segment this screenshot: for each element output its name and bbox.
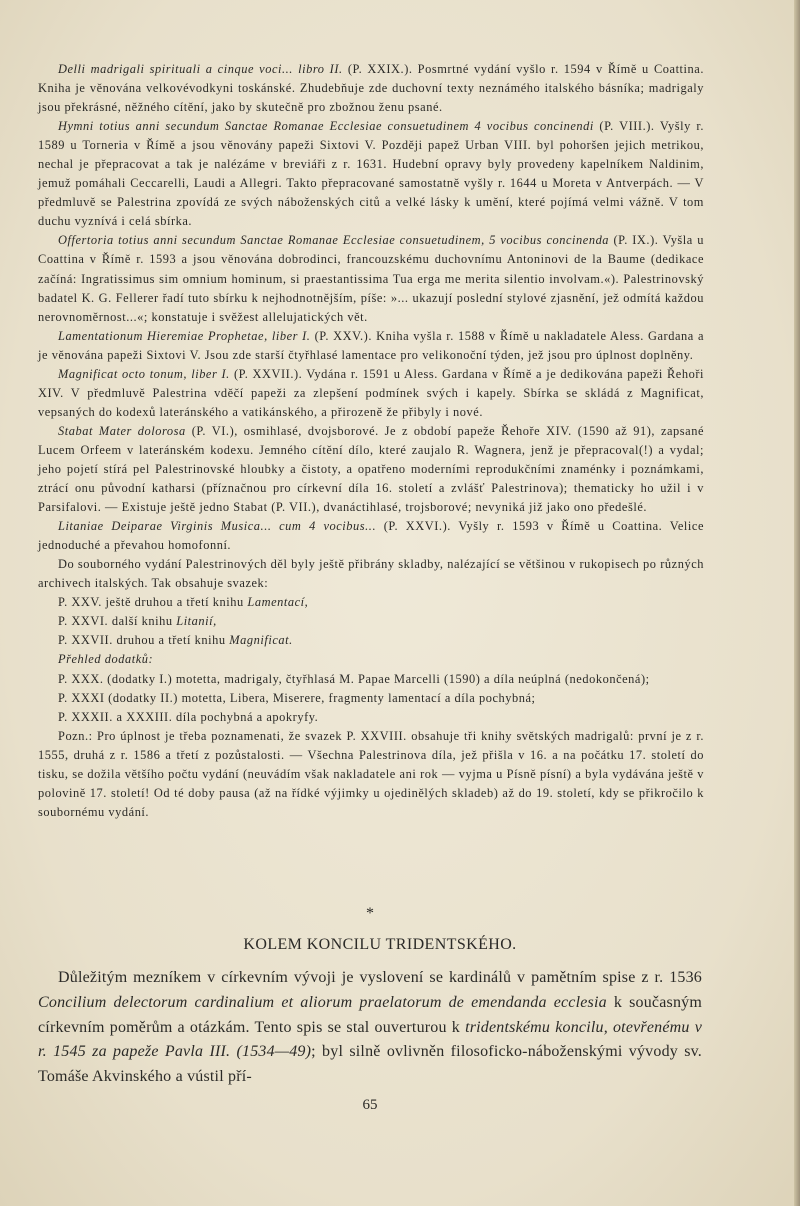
entry-offertoria (38, 231, 704, 326)
volume-italic: Litanií, (176, 614, 217, 629)
entry-stabat-mater (38, 422, 704, 517)
section-text-run-italic: tridentskému koncilu, otevřenému v r. 1545 za papeže Pavla III. (1534—49) (38, 1018, 703, 1061)
supplement-item: P. XXXII. a XXXIII. díla pochybná a apokryfy. (58, 709, 319, 724)
section-text-run: Důležitým mezníkem v církevním vývoji je vyslovení se kardinálů v pamětním spise z r. 1536 (58, 969, 702, 986)
page-edge-shadow (794, 0, 800, 1206)
entry-title: Hymni totius anni secundum Sanctae Romanae Ecclesiae consuetudinem 4 vocibus concinendi (58, 119, 594, 134)
volume-text: P. XXVI. další knihu (58, 614, 177, 629)
entry-lamentationum (38, 327, 704, 365)
supplement-item: P. XXX. (dodatky I.) motetta, madrigaly, čtyřhlasá M. Papae Marcelli (1590) a díla neúplná (nedokončená); (58, 671, 650, 686)
entry-title: Lamentationum Hieremiae Prophetae, liber I. (58, 328, 311, 343)
entry-text: (P. VI.), osmihlasé, dvojsborové. Je z období papeže Řehoře XIV. (1590 až 91), zapsané Lucem Orfeem v lateránském kodexu. Jemného cítění dílo, které zaujalo R. Wagnera, jenž je přepracoval(!) a vydal; jeho pojetí stírá pel Palestrinovské hloubky a čistoty, a opatřeno moderními reprodukčními znaménky i poznámkami, ztrácí onu původní katharsi (příznačnou pro církevní díla 16. století a zvlášť Palestrinova); thematicky ho užil i v Parsifalovi. — Existuje ještě jedno Stabat (P. VII.), dvanáctihlasé, trojsborové; nevyniká již jako ono předešlé. (38, 423, 705, 515)
volume-italic: Lamentací, (247, 595, 309, 610)
section-body (38, 966, 702, 1090)
supplement-heading-text: Přehled dodatků: (58, 652, 154, 667)
entry-magnificat (38, 365, 704, 422)
section-paragraph (38, 966, 702, 1090)
volume-item (38, 612, 704, 631)
note-paragraph: Pozn.: Pro úplnost je třeba poznamenati, že svazek P. XXVIII. obsahuje tři knihy světských madrigalů: první je z r. 1555, druhá z r. 1586 a třetí z pozůstalosti. — Všechna Palestrinova díla, jež přišla v 16. a na počátku 17. století do tisku, se dožila většího počtu vydání (neuvádím však nakladatele ani rok — vyjma u Písně písní) a byla vydávána ještě v polovině 17. století! Od té doby pausa (až na řídké výjimky u ojedinělých skladeb) až do 19. století, kdy se přikročilo k soubornému vydání. (38, 728, 704, 819)
entry-hymni (38, 117, 704, 231)
section-heading: KOLEM KONCILU TRIDENTSKÉHO. (243, 936, 517, 953)
volume-text: P. XXV. ještě druhou a třetí knihu (58, 595, 248, 610)
entry-title: Litaniae Deiparae Virginis Musica... cum 4 vocibus... (58, 519, 377, 534)
entry-text: (P. XXVI.). Vyšly r. 1593 v Římě u Coattina. Velice jednoduché a převahou homofonní. (38, 519, 704, 553)
entry-text: (P. IX.). Vyšla u Coattina v Římě r. 1593 a jsou věnována dobrodinci, francouzskému duchovnímu Antoninovi de la Baume (dedikace začíná: Ingratissimus sim omnium hominum, si praestantissima Tua erga me merita silentio involvam.«). Palestrinovský badatel K. G. Fellerer řadí tuto sbírku k nejhodnotnějším, píše: »... ukazují poslední stylové zjasnění, jež odmítá každou nerovnoměrnost...«; konstatuje i svěžest allelujatických vět. (38, 233, 704, 324)
section-text-run: ; byl silně ovlivněn filosoficko-náboženskými vývody sv. Tomáše Akvinského a vústil pří- (38, 1043, 702, 1086)
volume-text: P. XXVII. druhou a třetí knihu (58, 633, 230, 648)
volume-item (38, 631, 704, 650)
supplement-item: P. XXXI (dodatky II.) motetta, Libera, Miserere, fragmenty lamentací a díla pochybná; (58, 690, 536, 705)
entry-title: Delli madrigali spirituali a cinque voci... libro II. (58, 62, 343, 76)
entry-text: (P. VIII.). Vyšly r. 1589 u Torneria v Římě a jsou věnovány papeži Sixtovi V. Později papež Urban VIII. byl pohoršen jejich metrikou, nechal je přepracovat a tak je nalézáme v breviáři z r. 1631. Hudební opravy byly provedeny kapelníkem Naldinim, jemuž pomáhali Ceccarelli, Laudi a Allegri. Takto přepracované samostatně vyšly r. 1644 u Moreta v Antverpách. — V předmluvě se Palestrina zpovídá ze svých náboženských citů a velké lásky k umění, které pojímá velmi vážně. V tom duchu vyznívá i celá sbírka. (38, 119, 704, 229)
volume-item (38, 593, 704, 612)
entry-title: Magnificat octo tonum, liber I. (58, 366, 230, 381)
entry-title: Stabat Mater dolorosa (58, 423, 186, 438)
entry-title: Offertoria totius anni secundum Sanctae Romanae Ecclesiae consuetudinem, 5 vocibus concinenda (58, 233, 610, 248)
section-text-run: k současným církevním poměrům a otázkám. Tento spis se stal ouverturou k (38, 993, 702, 1036)
volume-italic: Magnificat. (229, 633, 293, 648)
collection-intro: Do souborného vydání Palestrinových děl byly ještě přibrány skladby, nalézající se většinou v rukopisech po různých archivech italských. Tak obsahuje svazek: (38, 557, 704, 591)
entries-block (38, 60, 704, 822)
entry-text: (P. XXVII.). Vydána r. 1591 u Aless. Gardana v Římě a je dedikována papeži Řehoři XIV. V předmluvě Palestrina vděčí papeži za zlepšení podmínek svých i kapely. Sbírka se skládá z Magnificat, vepsaných do kodexů lateránského a vatikánského, a přirozeně že přibyly i nové. (38, 366, 704, 419)
page-number: 65 (362, 1097, 378, 1113)
entry-madrigali (38, 60, 704, 117)
entry-text: (P. XXV.). Kniha vyšla r. 1588 v Římě u nakladatele Aless. Gardana a je věnována papeži Sixtovi V. Jsou zde starší čtyřhlasé lamentace pro velikonoční týden, jež jsou pro úplnost doplněny. (38, 328, 704, 362)
entry-text: (P. XXIX.). Posmrtné vydání vyšlo r. 1594 v Římě u Coattina. Kniha je věnována velkovévodkyni toskánské. Zhudebňuje zde duchovní texty neznámého italského básníka; madrigaly jsou překrásné, něžného cítění, jako by skutečně pro zbožnou ženu psané. (38, 62, 704, 115)
section-text-run-italic: Concilium delectorum cardinalium et aliorum praelatorum de emendanda ecclesia (38, 993, 607, 1011)
entry-litaniae (38, 517, 704, 555)
supplement-heading (38, 650, 704, 669)
section-separator: * (366, 905, 374, 922)
